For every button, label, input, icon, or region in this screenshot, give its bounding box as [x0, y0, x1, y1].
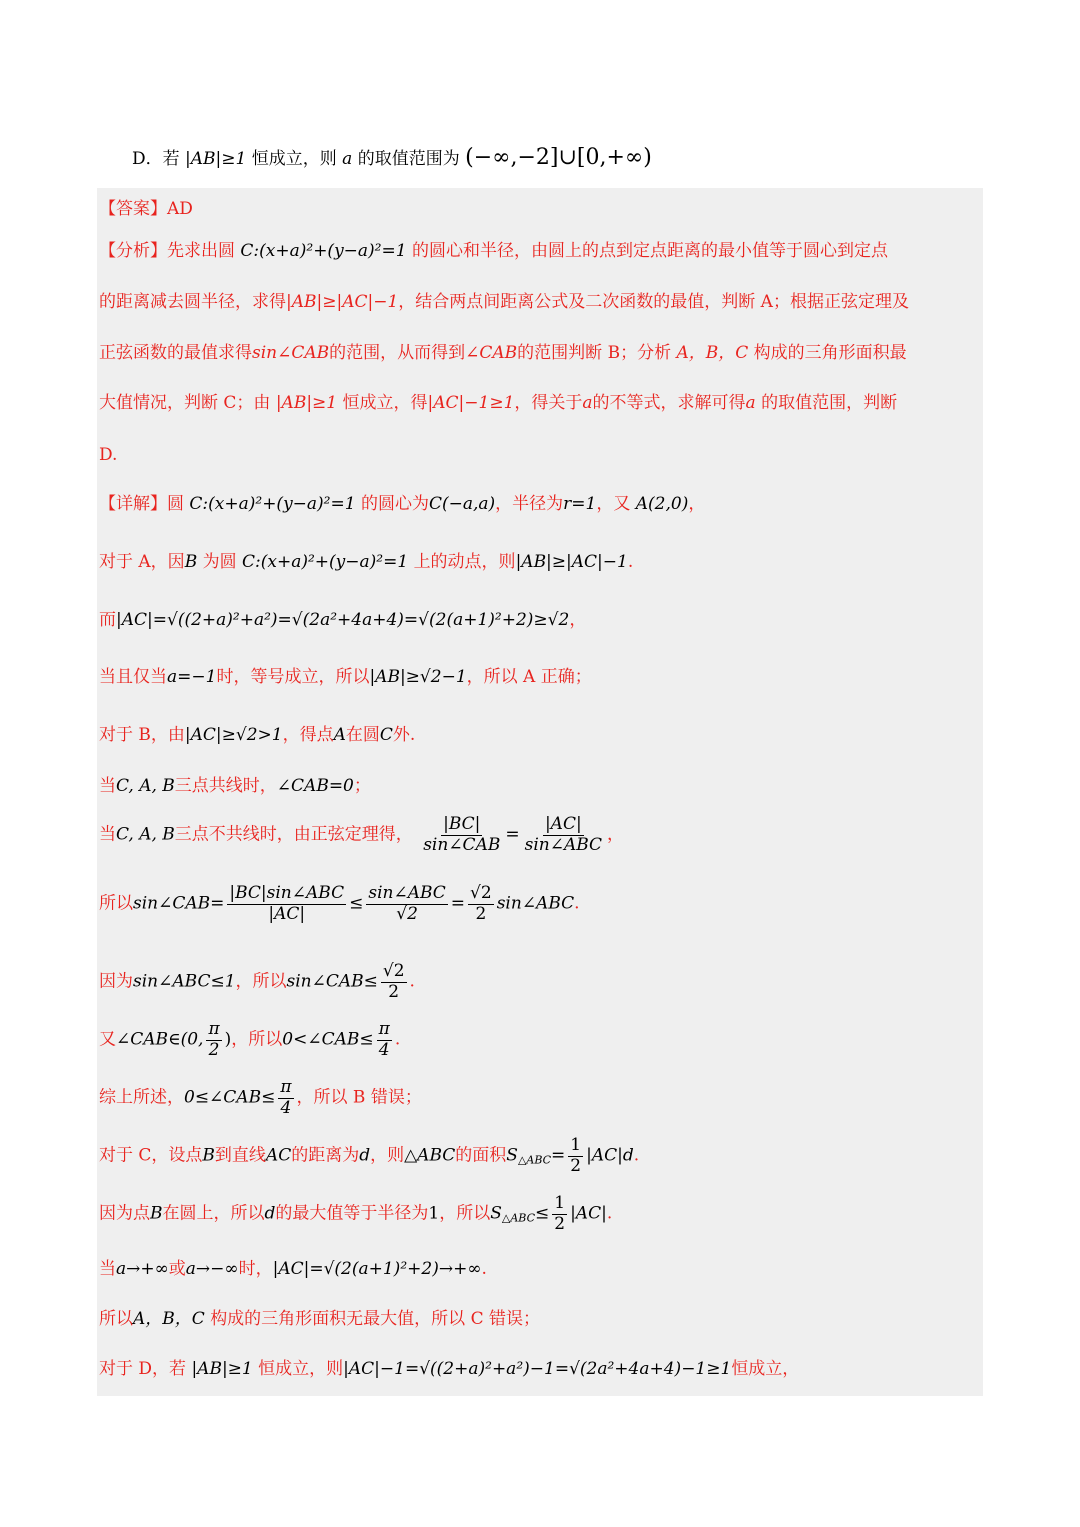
fraction: $\frac{|AC|}{\text{sin∠ABC}}$ — [524, 814, 603, 855]
detail-line-14: 当a→+∞或a→−∞时，|AC|=√(2(a+1)²+2)→+∞. — [99, 1259, 487, 1279]
analysis-line-4: 大值情况，判断 C；由 |AB|≥1 恒成立，得|AC|−1≥1，得关于a的不等式，求解可得a 的取值范围，判断 — [99, 393, 898, 413]
fraction: $\frac{1}{2}$ — [554, 1193, 566, 1234]
detail-line-4: 当且仅当a=−1时，等号成立，所以|AB|≥√2−1，所以 A 正确； — [99, 667, 592, 687]
detail-line-6: 当C, A, B三点共线时，∠CAB=0； — [99, 776, 371, 796]
detail-line-16: 对于 D，若 |AB|≥1 恒成立，则|AC|−1=√((2+a)²+a²)−1=√(2a²+4a+4)−1≥1恒成立， — [99, 1359, 800, 1379]
detail-line-5: 对于 B，由|AC|≥√2>1，得点A在圆C外. — [99, 725, 416, 745]
fraction: $\frac{\pi}{4}$ — [280, 1077, 292, 1118]
answer-line: 【答案】AD — [99, 199, 193, 219]
detail-line-12: 对于 C，设点B到直线AC的距离为d，则△ABC的面积$S_{\triangle ABC}=$ $\frac{1}{2}$ |AC|d. — [99, 1135, 640, 1176]
detail-line-11: 综上所述，0≤∠CAB≤ $\frac{\pi}{4}$ ，所以 B 错误； — [99, 1077, 422, 1118]
analysis-line-2: 的距离减去圆半径，求得|AB|≥|AC|−1，结合两点间距离公式及二次函数的最值，判断 A；根据正弦定理及 — [99, 292, 909, 312]
detail-line-15: 所以A，B，C 构成的三角形面积无最大值，所以 C 错误； — [99, 1309, 541, 1329]
fraction: $\frac{\text{|BC|sin∠ABC}}{|AC|}$ — [229, 883, 345, 924]
detail-line-2: 对于 A，因B 为圆 C:(x+a)²+(y−a)²=1 上的动点，则|AB|≥|AC|−1. — [99, 552, 634, 572]
fraction: $\frac{√2}{2}$ — [382, 961, 405, 1002]
analysis-line-5: D. — [99, 445, 118, 465]
option-d: D．若 |AB|≥1 恒成立，则 a 的取值范围为 (−∞,−2]∪[0,+∞) — [132, 145, 652, 170]
analysis-line-1: 【分析】先求出圆 C:(x+a)²+(y−a)²=1 的圆心和半径，由圆上的点到定点距离的最小值等于圆心到定点 — [99, 241, 888, 261]
detail-line-1: 【详解】圆 C:(x+a)²+(y−a)²=1 的圆心为C(−a,a)，半径为r=1，又 A(2,0)， — [99, 494, 706, 514]
detail-line-8: 所以sin∠CAB= $\frac{\text{|BC|sin∠ABC}}{|AC|}$ ≤ $\frac{\text{sin∠ABC}}{√2}$ = $\frac{√2}{2}$ sin∠ABC. — [99, 883, 580, 924]
fraction: $\frac{\pi}{4}$ — [378, 1019, 390, 1060]
condition: |AB|≥1 — [185, 149, 247, 169]
detail-line-13: 因为点B在圆上，所以d的最大值等于半径为1，所以$S_{\triangle ABC}\le$ $\frac{1}{2}$ |AC|. — [99, 1193, 613, 1234]
fraction: $\frac{1}{2}$ — [570, 1135, 582, 1176]
range-value: (−∞,−2]∪[0,+∞) — [465, 145, 652, 170]
detail-line-3: 而|AC|=√((2+a)²+a²)=√(2a²+4a+4)=√(2(a+1)²+2)≥√2， — [99, 610, 587, 630]
detail-line-9: 因为sin∠ABC≤1，所以sin∠CAB≤ $\frac{√2}{2}$ . — [99, 961, 415, 1002]
answer-value: AD — [167, 199, 193, 219]
analysis-line-3: 正弦函数的最值求得sin∠CAB的范围，从而得到∠CAB的范围判断 B；分析 A，B，C 构成的三角形面积最 — [99, 343, 907, 363]
fraction: $\frac{√2}{2}$ — [470, 883, 492, 924]
fraction: $\frac{\pi}{2}$ — [208, 1019, 220, 1060]
fraction: $\frac{\text{sin∠ABC}}{√2}$ — [368, 883, 446, 924]
fraction: $\frac{|BC|}{\text{sin∠CAB}}$ — [423, 814, 501, 855]
detail-line-7: 当C, A, B三点不共线时，由正弦定理得， $\frac{|BC|}{\text{sin∠CAB}}$ = $\frac{|AC|}{\text{sin∠ABC}}$ ， — [99, 814, 625, 855]
detail-line-10: 又∠CAB∈(0, $\frac{\pi}{2}$ )，所以0<∠CAB≤ $\frac{\pi}{4}$ . — [99, 1019, 401, 1060]
